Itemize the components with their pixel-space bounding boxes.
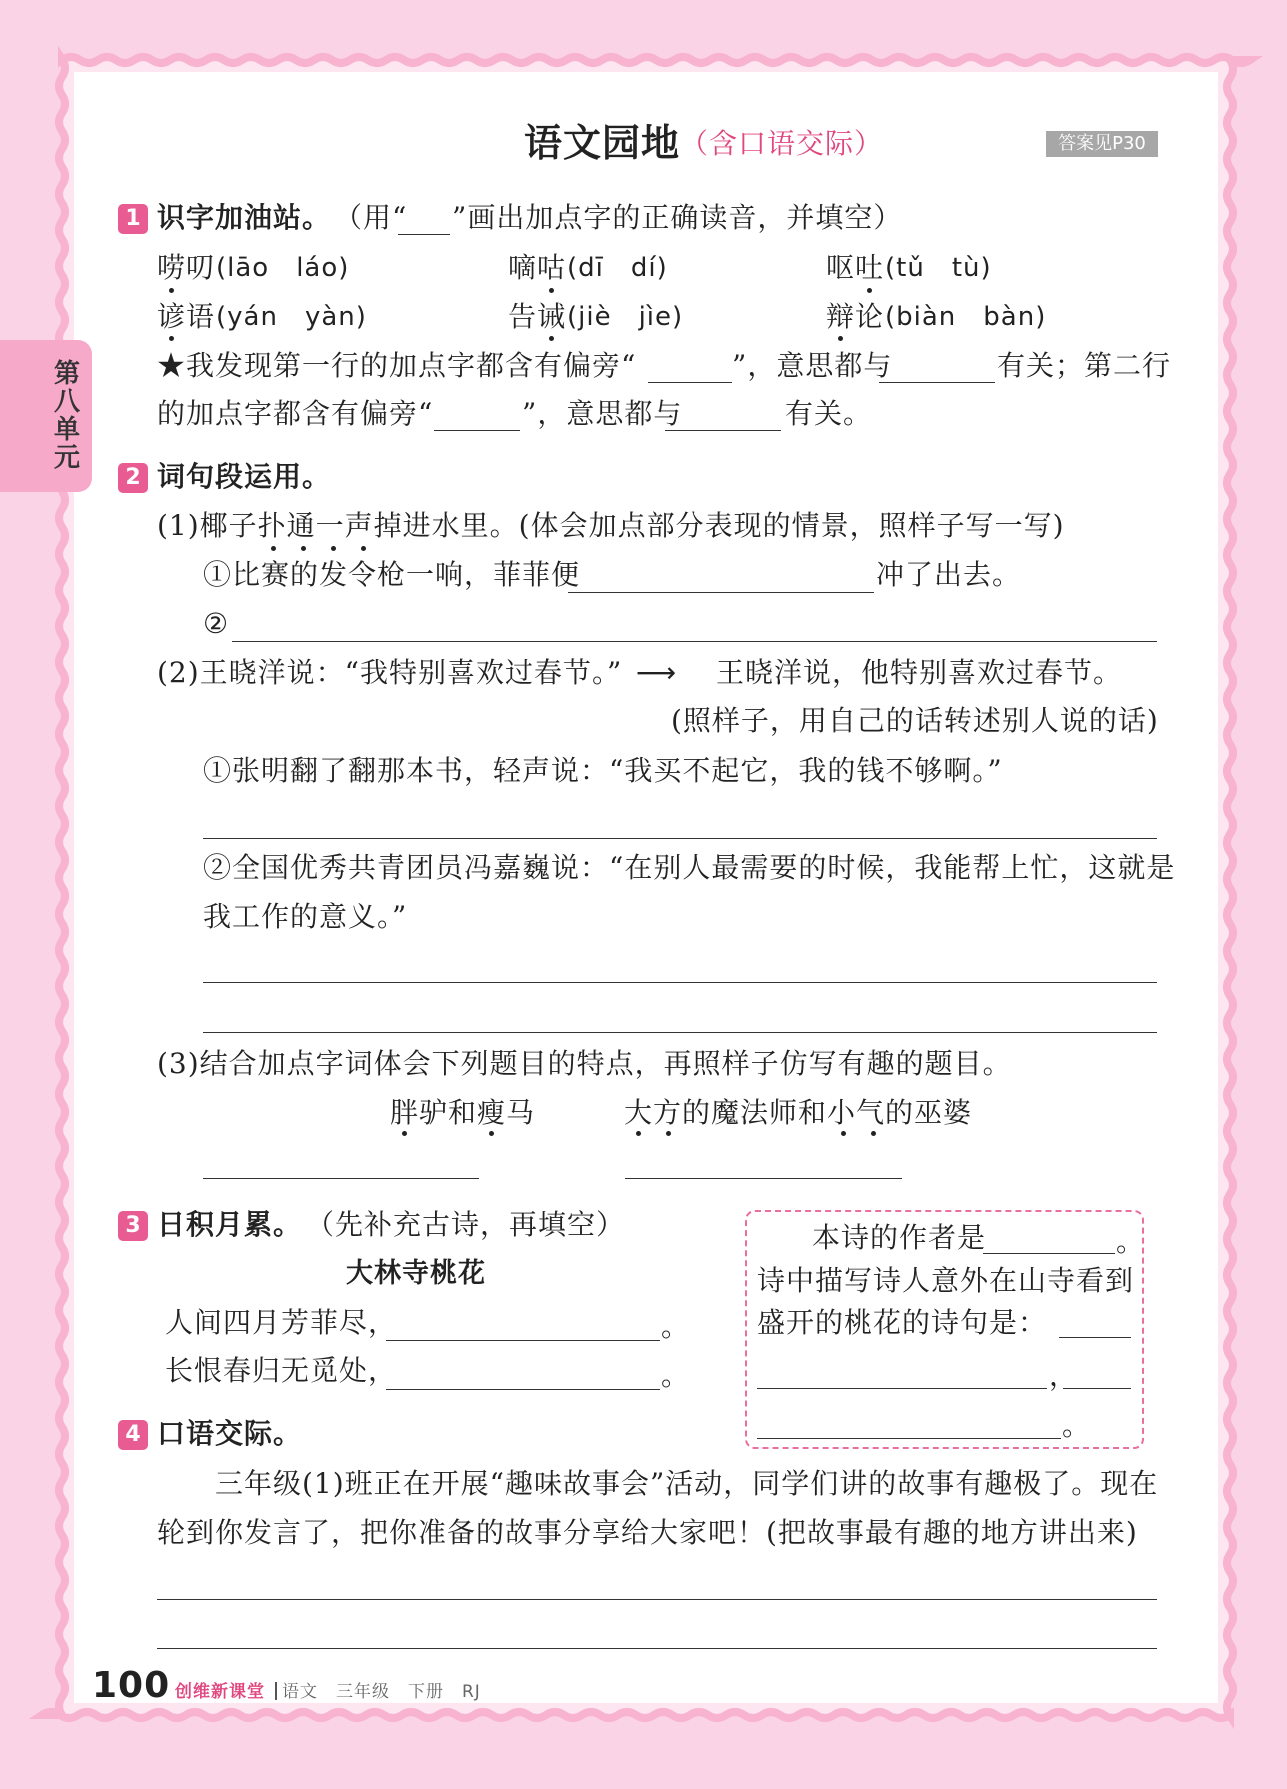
question-2-1-b: ② — [203, 607, 230, 640]
sample-underline — [398, 234, 450, 235]
arrow-icon: ⟶ — [636, 656, 678, 689]
emphasis-dot — [331, 546, 336, 551]
page-title: 语文园地 — [524, 121, 681, 165]
section-4-title: 口语交际。 — [157, 1417, 303, 1450]
word-item: 呕吐 — [826, 251, 885, 284]
question-2-2: (2)王晓洋说：“我特别喜欢过春节。” — [157, 656, 623, 689]
section-3-instruction: （先补充古诗，再填空） — [306, 1208, 626, 1241]
section-3-title: 日积月累。 — [157, 1208, 303, 1241]
answer-blank[interactable] — [757, 1388, 1047, 1389]
section-4-badge: 4 — [118, 1420, 148, 1450]
poem-title: 大林寺桃花 — [346, 1258, 486, 1289]
answer-blank[interactable] — [648, 382, 732, 383]
emphasis-dot — [271, 546, 276, 551]
question-2-3: (3)结合加点字词体会下列题目的特点，再照样子仿写有趣的题目。 — [157, 1047, 1012, 1080]
brand-name: 创维新课堂 — [175, 1682, 265, 1702]
observation-text: 的加点字都含有偏旁“ — [157, 397, 434, 430]
answer-line[interactable] — [203, 838, 1157, 839]
question-2-1-a-end: 冲了出去。 — [876, 558, 1022, 591]
example-title: 胖驴和瘦马 — [390, 1096, 536, 1129]
answer-blank[interactable] — [983, 1253, 1115, 1254]
emphasis-dot — [871, 1131, 876, 1136]
activity-paragraph: 轮到你发言了，把你准备的故事分享给大家吧！(把故事最有趣的地方讲出来) — [157, 1516, 1138, 1549]
section-2-badge: 2 — [118, 463, 148, 493]
poem-line: 长恨春归无觅处， — [165, 1354, 398, 1387]
poem-box-comma: ， — [1049, 1359, 1079, 1392]
section-2-title: 词句段运用。 — [157, 460, 332, 493]
word-item: 辩论 — [826, 300, 885, 333]
emphasis-dot — [841, 1131, 846, 1136]
section-1-instruction-pre: （用“ — [334, 201, 408, 234]
answer-reference-badge: 答案见P30 — [1046, 131, 1158, 157]
answer-line[interactable] — [203, 982, 1157, 983]
word-item: 告诫 — [508, 300, 567, 333]
poem-box-period: 。 — [1062, 1409, 1092, 1442]
emphasis-dot — [169, 288, 174, 293]
footer-divider — [275, 1682, 277, 1700]
answer-blank[interactable] — [1063, 1388, 1131, 1389]
answer-blank[interactable] — [203, 1178, 479, 1179]
pinyin-options[interactable]: (tǔ tù) — [885, 253, 992, 283]
observation-text: 有关。 — [785, 397, 873, 430]
unit-side-tab-label: 第八单元 — [53, 359, 80, 473]
poem-period: 。 — [661, 1359, 691, 1392]
question-2-1: (1)椰子扑通一声掉进水里。(体会加点部分表现的情景，照样子写一写) — [157, 509, 1065, 542]
book-info: 语文 三年级 下册 RJ — [282, 1682, 481, 1702]
answer-blank[interactable] — [665, 430, 781, 431]
answer-blank[interactable] — [879, 382, 995, 383]
emphasis-dot — [636, 1131, 641, 1136]
answer-line[interactable] — [203, 1032, 1157, 1033]
poem-period: 。 — [661, 1310, 691, 1343]
emphasis-dot — [361, 546, 366, 551]
question-2-2-b-cont: 我工作的意义。” — [203, 900, 408, 933]
question-2-2-b: ②全国优秀共青团员冯嘉巍说：“在别人最需要的时候，我能帮上忙，这就是 — [203, 851, 1176, 884]
poem-blank[interactable] — [386, 1340, 660, 1341]
emphasis-dot — [301, 546, 306, 551]
answer-blank[interactable] — [434, 430, 520, 431]
page-subtitle: （含口语交际） — [680, 127, 884, 160]
question-2-2-example: 王晓洋说，他特别喜欢过春节。 — [716, 656, 1123, 689]
emphasis-dot — [666, 1131, 671, 1136]
answer-line[interactable] — [232, 641, 1157, 642]
answer-line[interactable] — [157, 1599, 1157, 1600]
poem-blank[interactable] — [386, 1389, 660, 1390]
section-1-title: 识字加油站。 — [157, 201, 332, 234]
page-number: 100 — [92, 1665, 171, 1706]
poem-box-text: 诗中描写诗人意外在山寺看到 — [757, 1264, 1135, 1297]
emphasis-dot — [838, 336, 843, 341]
word-item: 谚语 — [157, 300, 216, 333]
pinyin-options[interactable]: (jiè jìe) — [567, 302, 684, 332]
answer-blank[interactable] — [625, 1178, 902, 1179]
emphasis-dot — [402, 1131, 407, 1136]
question-2-1-a: ①比赛的发令枪一响，菲菲便 — [203, 558, 581, 591]
answer-blank[interactable] — [1059, 1337, 1131, 1338]
question-2-2-note: (照样子，用自己的话转述别人说的话) — [671, 704, 1159, 737]
emphasis-dot — [549, 288, 554, 293]
activity-paragraph: 三年级(1)班正在开展“趣味故事会”活动，同学们讲的故事有趣极了。现在 — [215, 1467, 1159, 1500]
observation-text: ”，意思都与 — [732, 349, 893, 382]
pinyin-options[interactable]: (dī dí) — [567, 253, 668, 283]
section-1-instruction-post: ”画出加点字的正确读音，并填空） — [452, 201, 903, 234]
answer-blank[interactable] — [568, 592, 874, 593]
poem-box-text: 盛开的桃花的诗句是： — [757, 1306, 1048, 1339]
word-item: 唠叨 — [157, 251, 216, 284]
question-2-2-a: ①张明翻了翻那本书，轻声说：“我买不起它，我的钱不够啊。” — [203, 754, 1003, 787]
observation-text: ”，意思都与 — [522, 397, 683, 430]
emphasis-dot — [169, 336, 174, 341]
poem-box-text: 本诗的作者是 — [812, 1221, 987, 1254]
word-item: 嘀咕 — [508, 251, 567, 284]
emphasis-dot — [489, 1131, 494, 1136]
section-1-badge: 1 — [118, 204, 148, 234]
poem-box-period: 。 — [1116, 1225, 1146, 1258]
observation-text: ★我发现第一行的加点字都含有偏旁“ — [157, 349, 637, 382]
pinyin-options[interactable]: (yán yàn) — [216, 302, 367, 332]
poem-line: 人间四月芳菲尽， — [165, 1306, 398, 1339]
pinyin-options[interactable]: (biàn bàn) — [885, 302, 1047, 332]
pinyin-options[interactable]: (lāo láo) — [216, 253, 350, 283]
emphasis-dot — [867, 288, 872, 293]
emphasis-dot — [549, 336, 554, 341]
section-3-badge: 3 — [118, 1211, 148, 1241]
answer-blank[interactable] — [757, 1438, 1061, 1439]
example-title: 大方的魔法师和小气的巫婆 — [624, 1096, 973, 1129]
observation-text: 有关；第二行 — [997, 349, 1172, 382]
answer-line[interactable] — [157, 1648, 1157, 1649]
